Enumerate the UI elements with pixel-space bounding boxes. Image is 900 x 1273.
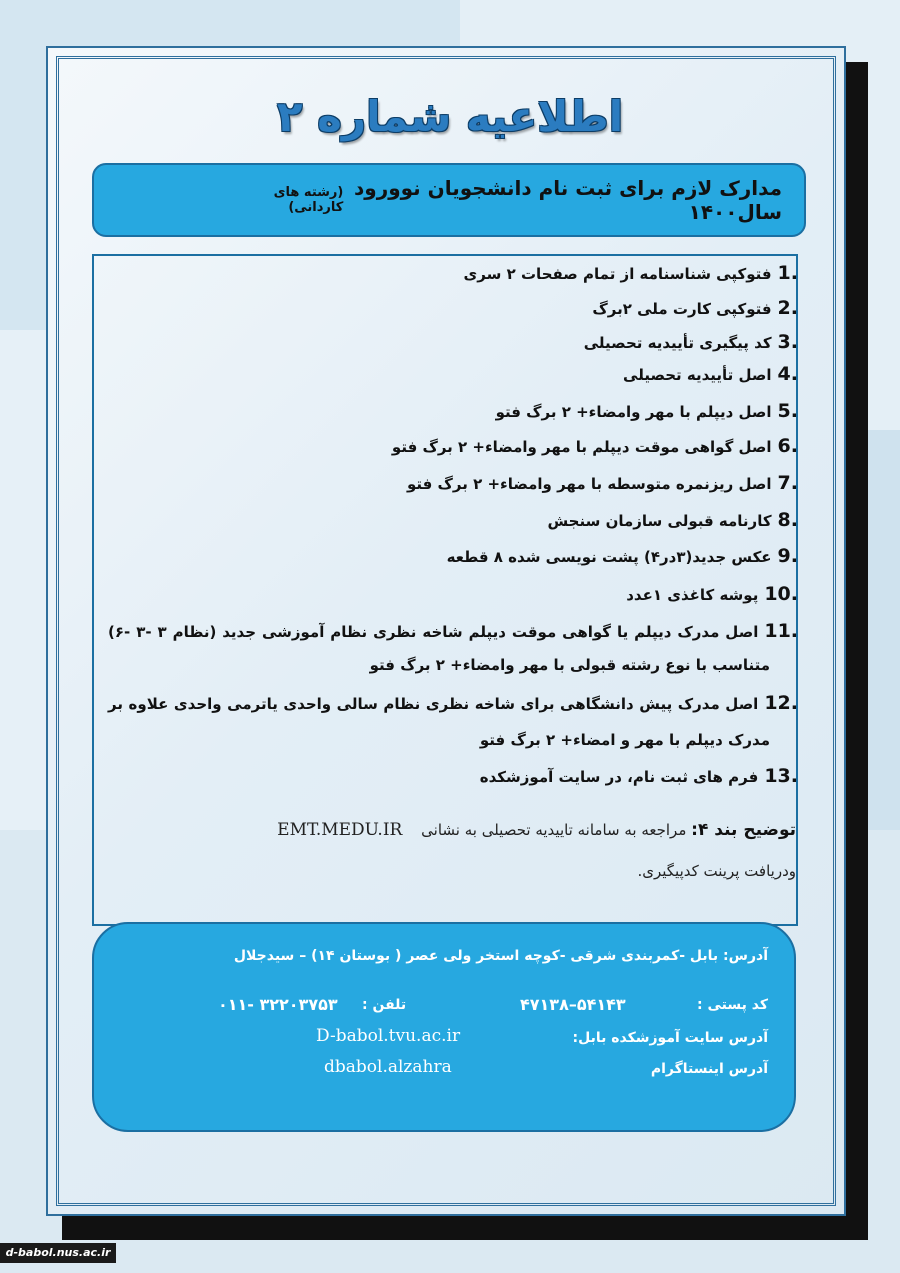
item-number: .12: [764, 692, 798, 714]
list-item: [547, 509, 798, 531]
item-number: .4: [777, 363, 798, 385]
phone-value: ۰۱۱- ۳۲۲۰۳۷۵۳: [218, 995, 338, 1014]
list-item: [480, 765, 798, 787]
list-item: [108, 692, 798, 714]
list-item: [592, 297, 798, 319]
header-banner: [92, 163, 806, 237]
item-text: عکس جدید(۳در۴) پشت نویسی شده ۸ قطعه: [446, 548, 772, 566]
list-item: [108, 620, 798, 642]
list-item: [496, 400, 798, 422]
postal-value: ۴۷۱۳۸–۵۴۱۴۳: [520, 995, 626, 1014]
website-label: آدرس سایت آموزشکده بابل:: [572, 1030, 768, 1046]
list-item-continuation: مدرک دیپلم با مهر و امضاء+ ۲ برگ فتو: [479, 731, 770, 749]
item-text: کد پیگیری تأییدیه تحصیلی: [583, 334, 772, 352]
note-line: [277, 820, 796, 840]
instagram-label: آدرس اینستاگرام: [650, 1061, 768, 1077]
note-url-link[interactable]: EMT.MEDU.IR: [277, 820, 403, 840]
item-number: .8: [777, 509, 798, 531]
list-item-continuation: متناسب با نوع رشته قبولی با مهر وامضاء+ ۲ برگ فتو: [369, 656, 770, 674]
list-item: [626, 583, 798, 605]
list-item: [447, 545, 798, 567]
item-number: .2: [777, 297, 798, 319]
page-title: اطلاعیه شماره ۲: [276, 92, 624, 141]
item-number: .3: [777, 331, 798, 353]
item-text: کارنامه قبولی سازمان سنجش: [547, 512, 772, 530]
header-sub-text: (رشته های کاردانی): [273, 185, 344, 215]
note-continuation: ودریافت پرینت کدپیگیری.: [637, 862, 796, 880]
item-number: .9: [777, 545, 798, 567]
item-text: اصل دیپلم با مهر وامضاء+ ۲ برگ فتو: [495, 403, 772, 421]
website-link[interactable]: D-babol.tvu.ac.ir: [316, 1026, 461, 1046]
item-text: فرم های ثبت نام، در سایت آموزشکده: [479, 768, 759, 786]
header-main-text: مدارک لازم برای ثبت نام دانشجویان نوورود سال۱۴۰۰: [354, 176, 782, 224]
item-text: اصل ریزنمره متوسطه با مهر وامضاء+ ۲ برگ فتو: [406, 475, 772, 493]
item-number: .6: [777, 435, 798, 457]
list-item: [392, 435, 798, 457]
item-text: اصل گواهی موقت دیپلم با مهر وامضاء+ ۲ برگ فتو: [391, 438, 772, 456]
note-label: توضیح بند ۴:: [691, 820, 796, 840]
watermark-label: d-babol.nus.ac.ir: [0, 1243, 116, 1263]
instagram-link[interactable]: dbabol.alzahra: [324, 1057, 452, 1077]
item-number: .1: [777, 262, 798, 284]
note-text: مراجعه به سامانه تاییدیه تحصیلی به نشانی: [421, 821, 687, 839]
list-item: [464, 262, 798, 284]
list-item: [407, 472, 798, 494]
item-text: اصل تأییدیه تحصیلی: [623, 366, 772, 384]
item-text: اصل مدرک دیپلم یا گواهی موقت دیپلم شاخه نظری نظام آموزشی جدید (نظام ۳ -۳ -۶): [108, 623, 759, 641]
item-number: .5: [777, 400, 798, 422]
phone-label: تلفن :: [362, 997, 407, 1013]
item-number: .11: [764, 620, 799, 642]
item-text: اصل مدرک پیش دانشگاهی برای شاخه نظری نظام سالی واحدی یاترمی واحدی علاوه بر: [108, 695, 759, 713]
item-number: .13: [764, 765, 798, 787]
item-text: فتوکپی کارت ملی ۲برگ: [592, 300, 772, 318]
item-number: .7: [777, 472, 798, 494]
item-text: پوشه کاغذی ۱عدد: [626, 586, 759, 604]
list-item: [623, 363, 798, 385]
list-item: [584, 331, 798, 353]
postal-label: کد پستی :: [697, 997, 768, 1013]
item-number: .10: [764, 583, 798, 605]
item-text: فتوکپی شناسنامه از تمام صفحات ۲ سری: [463, 265, 772, 283]
address-text: آدرس: بابل -کمربندی شرقی -کوچه استخر ولی عصر ( بوستان ۱۴) – سیدجلال: [233, 948, 768, 964]
